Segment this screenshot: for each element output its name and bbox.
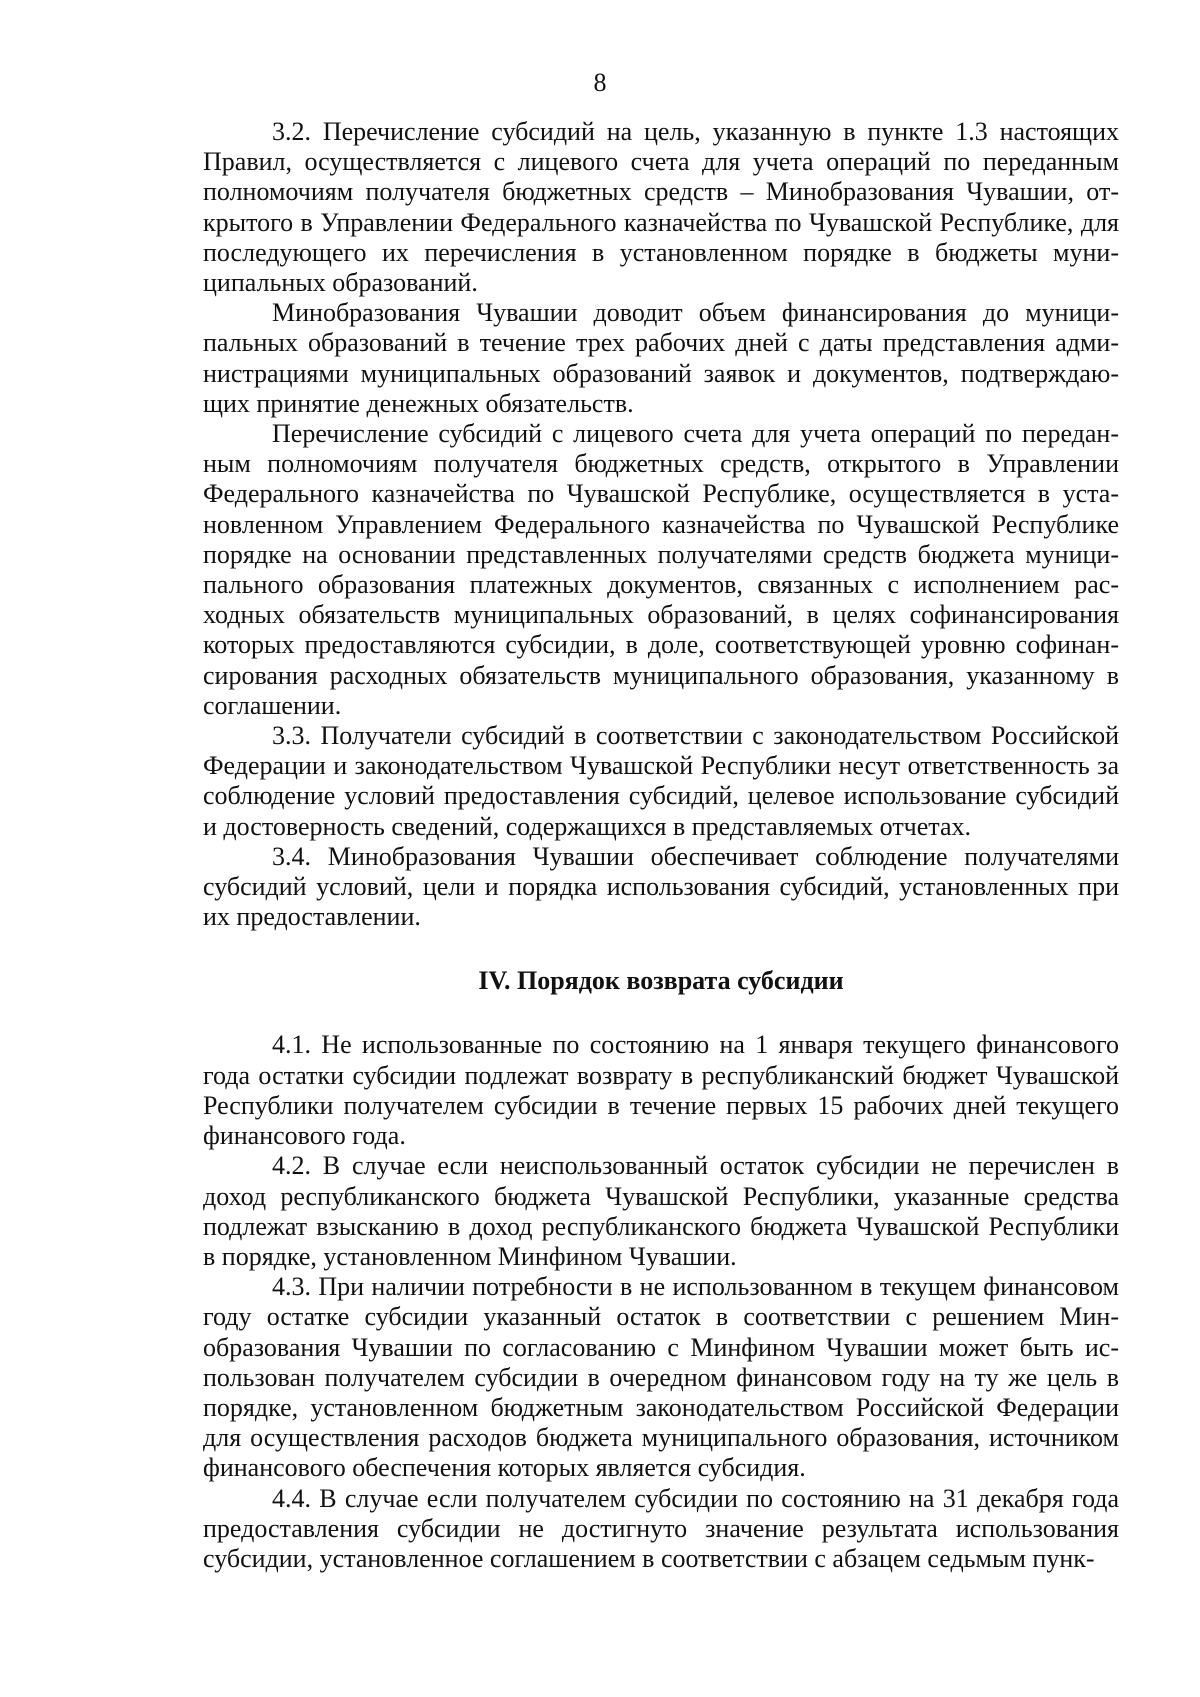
page-number: 8: [593, 68, 607, 97]
paragraph-3-3: 3.3. Получатели субсидий в соответствии с законодательством Российской Федерации и законодательством Чувашской Республики несут ответственность за соблюдение условий предоставления субсидий, целевое использование субсидий и достоверность сведений, содержащихся в представляемых отчетах.: [203, 721, 1119, 841]
paragraph-funding: Минобразования Чувашии доводит объем финансирования до муниципальных образований в течение трех рабочих дней с даты представления администрациями муниципальных образований заявок и документов, подтверждающих принятие денежных обязательств.: [203, 298, 1119, 418]
paragraph-4-4: 4.4. В случае если получателем субсидии по состоянию на 31 декабря года предоставления субсидии не достигнуто значение результата использования субсидии, установленное соглашением в соответствии с абзацем седьмым пунк-: [203, 1483, 1119, 1573]
paragraph-4-3: 4.3. При наличии потребности в не использованном в текущем финансовом году остатке субсидии указанный остаток в соответствии с решением Минобразования Чувашии по согласованию с Минфином Чувашии может быть использован получателем субсидии в очередном финансовом году на ту же цель в порядке, установленном бюджетным законодательством Российской Федерации для осуществления расходов бюджета муниципального образования, источником финансового обеспечения которых является субсидия.: [203, 1272, 1119, 1483]
paragraph-4-2: 4.2. В случае если неиспользованный остаток субсидии не перечислен в доход республиканского бюджета Чувашской Республики, указанные средства подлежат взысканию в доход республиканского бюджета Чувашской Республики в порядке, установленном Минфином Чувашии.: [203, 1151, 1119, 1271]
section-heading: IV. Порядок возврата субсидии: [478, 966, 844, 996]
document-body: [203, 117, 1119, 1574]
paragraph-3-4: 3.4. Минобразования Чувашии обеспечивает соблюдение получателями субсидий условий, цели и порядка использования субсидий, установленных при их предоставлении.: [203, 841, 1119, 932]
paragraph-3-2: 3.2. Перечисление субсидий на цель, указанную в пункте 1.3 настоящих Правил, осуществляется с лицевого счета для учета операций по переданным полномочиям получателя бюджетных средств – Минобразования Чувашии, открытого в Управлении Федерального казначейства по Чувашской Республике, для последующего их перечисления в установленном порядке в бюджеты муниципальных образований.: [203, 117, 1119, 298]
paragraph-4-1: 4.1. Не использованные по состоянию на 1 января текущего финансового года остатки субсидии подлежат возврату в республиканский бюджет Чувашской Республики получателем субсидии в течение первых 15 рабочих дней текущего финансового года.: [203, 1030, 1119, 1151]
paragraph-transfer: Перечисление субсидий с лицевого счета для учета операций по переданным полномочиям получателя бюджетных средств, открытого в Управлении Федерального казначейства по Чувашской Республике, осуществляется в установленном Управлением Федерального казначейства по Чувашской Республике порядке на основании представленных получателями средств бюджета муниципального образования платежных документов, связанных с исполнением расходных обязательств муниципальных образований, в целях софинансирования которых предоставляются субсидии, в доле, соответствующей уровню софинансирования расходных обязательств муниципального образования, указанному в соглашении.: [203, 419, 1119, 720]
